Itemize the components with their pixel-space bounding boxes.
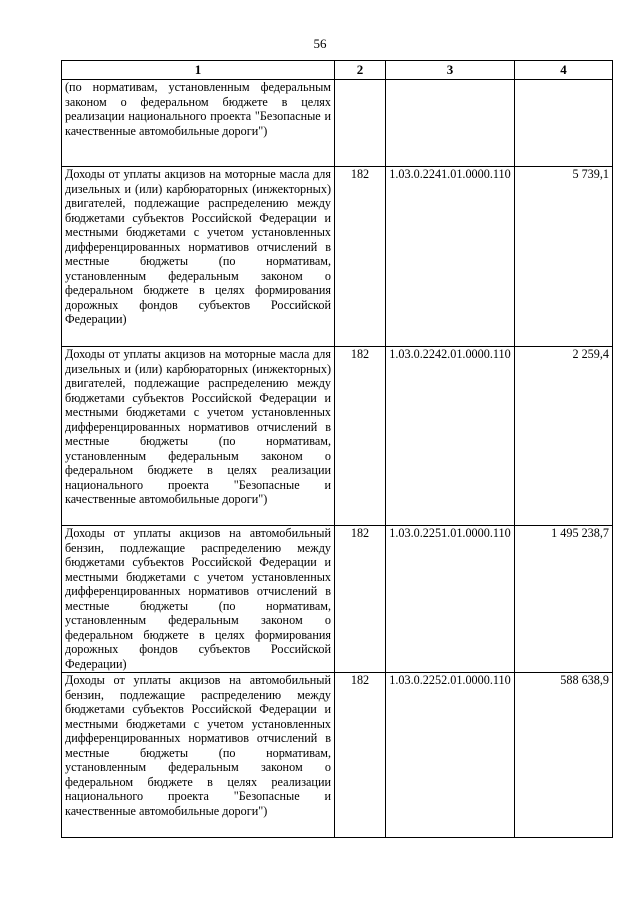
budget-code-cell — [386, 80, 515, 167]
admin-code-cell: 182 — [335, 526, 386, 673]
column-header-4: 4 — [515, 61, 613, 80]
admin-code-cell: 182 — [335, 347, 386, 526]
table-header-row — [62, 61, 613, 80]
column-header-1: 1 — [62, 61, 335, 80]
admin-code-cell: 182 — [335, 167, 386, 347]
table-row — [62, 673, 613, 838]
budget-code-cell: 1.03.0.2242.01.0000.110 — [386, 347, 515, 526]
amount-cell: 588 638,9 — [515, 673, 613, 838]
revenue-name-cell: (по нормативам, установленным федеральным законом о федеральном бюджете в целях реализации национального проекта "Безопасные и качественные автомобильные дороги") — [62, 80, 335, 167]
budget-code-cell: 1.03.0.2251.01.0000.110 — [386, 526, 515, 673]
amount-cell: 2 259,4 — [515, 347, 613, 526]
column-header-2: 2 — [335, 61, 386, 80]
table-row — [62, 167, 613, 347]
amount-cell: 5 739,1 — [515, 167, 613, 347]
revenue-name-cell: Доходы от уплаты акцизов на моторные масла для дизельных и (или) карбюраторных (инжекторных) двигателей, подлежащие распределению между бюджетами субъектов Российской Федерации и местными бюджетами с учетом установленных дифференцированных нормативов отчислений в местные бюджеты (по нормативам, установленным федеральным законом о федеральном бюджете в целях формирования дорожных фондов субъектов Российской Федерации) — [62, 167, 335, 347]
revenue-table — [61, 60, 613, 838]
revenue-name-cell: Доходы от уплаты акцизов на автомобильный бензин, подлежащие распределению между бюджетами субъектов Российской Федерации и местными бюджетами с учетом установленных дифференцированных нормативов отчислений в местные бюджеты (по нормативам, установленным федеральным законом о федеральном бюджете в целях реализации национального проекта "Безопасные и качественные автомобильные дороги") — [62, 673, 335, 838]
budget-code-cell: 1.03.0.2252.01.0000.110 — [386, 673, 515, 838]
column-header-3: 3 — [386, 61, 515, 80]
amount-cell: 1 495 238,7 — [515, 526, 613, 673]
budget-code-cell: 1.03.0.2241.01.0000.110 — [386, 167, 515, 347]
amount-cell — [515, 80, 613, 167]
revenue-name-cell: Доходы от уплаты акцизов на моторные масла для дизельных и (или) карбюраторных (инжекторных) двигателей, подлежащие распределению между бюджетами субъектов Российской Федерации и местными бюджетами с учетом установленных дифференцированных нормативов отчислений в местные бюджеты (по нормативам, установленным федеральным законом о федеральном бюджете в целях реализации национального проекта "Безопасные и качественные автомобильные дороги") — [62, 347, 335, 526]
revenue-name-cell: Доходы от уплаты акцизов на автомобильный бензин, подлежащие распределению между бюджетами субъектов Российской Федерации и местными бюджетами с учетом установленных дифференцированных нормативов отчислений в местные бюджеты (по нормативам, установленным федеральным законом о федеральном бюджете в целях формирования дорожных фондов субъектов Российской Федерации) — [62, 526, 335, 673]
admin-code-cell — [335, 80, 386, 167]
table-row — [62, 347, 613, 526]
table-row — [62, 526, 613, 673]
page-number: 56 — [313, 36, 327, 51]
admin-code-cell: 182 — [335, 673, 386, 838]
table-row — [62, 80, 613, 167]
